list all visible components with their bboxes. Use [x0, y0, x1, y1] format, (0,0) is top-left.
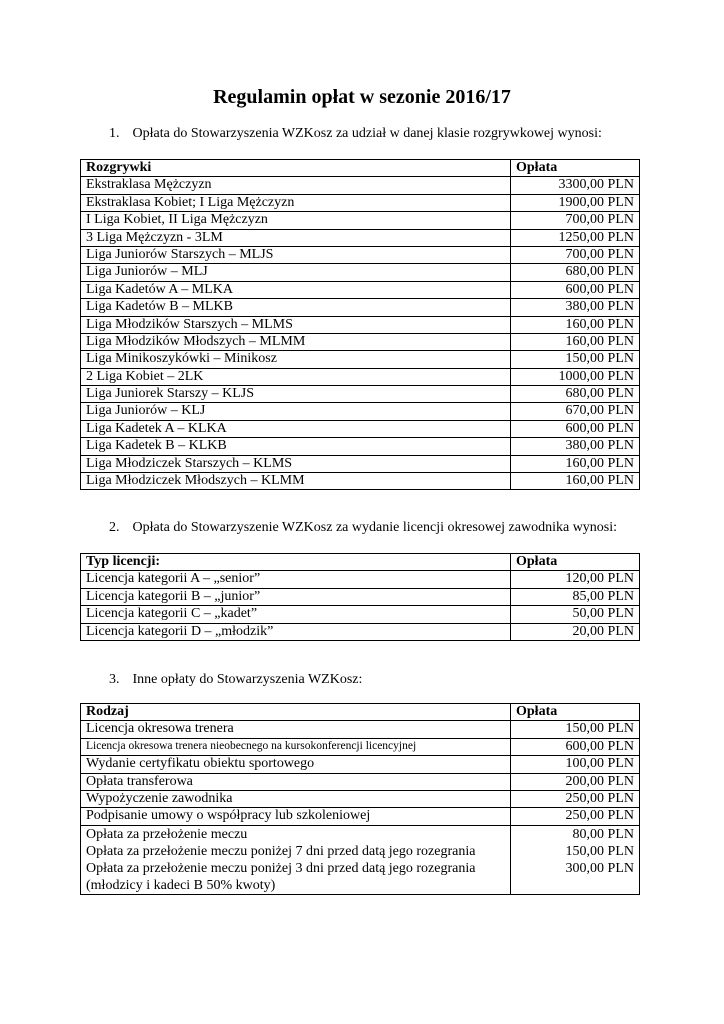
table-cell: Licencja okresowa trenera — [81, 721, 511, 738]
fee-cell: 600,00 PLN — [511, 738, 640, 755]
postponement-label: Opłata za przełożenie meczu poniżej 3 dni przed datą jego rozegrania (młodzicy i kadeci B 50% kwoty) — [86, 860, 476, 893]
table-cell: Liga Kadetek B – KLKB — [81, 438, 511, 455]
section-1-intro — [109, 126, 602, 142]
page-title: Regulamin opłat w sezonie 2016/17 — [213, 86, 511, 108]
column-header: Typ licencji: — [81, 554, 511, 571]
column-header: Opłata — [511, 554, 640, 571]
postponement-fees-cell — [511, 825, 640, 894]
table-cell: Liga Kadetek A – KLKA — [81, 420, 511, 437]
section-3-intro — [109, 672, 362, 688]
fee-cell: 680,00 PLN — [511, 386, 640, 403]
table-row — [81, 588, 640, 605]
table-row — [81, 808, 640, 825]
fee-cell: 380,00 PLN — [511, 299, 640, 316]
table-cell: Liga Juniorów Starszych – MLJS — [81, 246, 511, 263]
column-header: Rozgrywki — [81, 160, 511, 177]
table-cell: Licencja okresowa trenera nieobecnego na kursokonferencji licencyjnej — [81, 738, 511, 755]
fee-cell: 85,00 PLN — [511, 588, 640, 605]
table-row — [81, 229, 640, 246]
fee-cell: 670,00 PLN — [511, 403, 640, 420]
table-row — [81, 623, 640, 640]
table-row — [81, 721, 640, 738]
fee-cell: 380,00 PLN — [511, 438, 640, 455]
postponement-fee: 80,00 PLN — [572, 826, 634, 842]
fee-cell: 150,00 PLN — [511, 351, 640, 368]
table-row — [81, 351, 640, 368]
postponement-fee: 150,00 PLN — [565, 843, 634, 859]
table-row — [81, 386, 640, 403]
table-row — [81, 473, 640, 490]
table-row — [81, 177, 640, 194]
table-cell: I Liga Kobiet, II Liga Mężczyzn — [81, 212, 511, 229]
table-cell: Ekstraklasa Mężczyzn — [81, 177, 511, 194]
table-row — [81, 212, 640, 229]
table-cell: Liga Juniorów – KLJ — [81, 403, 511, 420]
table-cell: 2 Liga Kobiet – 2LK — [81, 368, 511, 385]
section-number: 1. — [109, 126, 120, 141]
table-cell: Liga Juniorek Starszy – KLJS — [81, 386, 511, 403]
postponement-label: Opłata za przełożenie meczu poniżej 7 dni przed datą jego rozegrania — [86, 843, 476, 859]
table-row — [81, 455, 640, 472]
postponement-labels-cell — [81, 825, 511, 894]
table-row — [81, 790, 640, 807]
table-cell: Ekstraklasa Kobiet; I Liga Mężczyzn — [81, 194, 511, 211]
fee-cell: 1900,00 PLN — [511, 194, 640, 211]
fee-cell: 100,00 PLN — [511, 756, 640, 773]
fee-cell: 700,00 PLN — [511, 212, 640, 229]
fee-cell: 120,00 PLN — [511, 571, 640, 588]
table-row — [81, 571, 640, 588]
table-cell: Wypożyczenie zawodnika — [81, 790, 511, 807]
table-header-row — [81, 704, 640, 721]
fee-cell: 50,00 PLN — [511, 606, 640, 623]
table-row — [81, 606, 640, 623]
column-header: Rodzaj — [81, 704, 511, 721]
section-intro-text: Inne opłaty do Stowarzyszenia WZKosz: — [132, 672, 363, 687]
table-cell: Liga Młodziczek Starszych – KLMS — [81, 455, 511, 472]
fee-cell: 3300,00 PLN — [511, 177, 640, 194]
fee-cell: 160,00 PLN — [511, 473, 640, 490]
table-row — [81, 403, 640, 420]
other-fees-table — [80, 703, 640, 895]
table-row — [81, 299, 640, 316]
table-header-row — [81, 160, 640, 177]
table-row-postponement — [81, 825, 640, 894]
table-cell: Liga Kadetów A – MLKA — [81, 281, 511, 298]
fee-cell: 1250,00 PLN — [511, 229, 640, 246]
section-number: 3. — [109, 672, 120, 687]
table-cell: Podpisanie umowy o współpracy lub szkoleniowej — [81, 808, 511, 825]
table-cell: Liga Minikoszykówki – Minikosz — [81, 351, 511, 368]
table-cell: Wydanie certyfikatu obiektu sportowego — [81, 756, 511, 773]
table-row — [81, 333, 640, 350]
table-row — [81, 738, 640, 755]
fee-cell: 160,00 PLN — [511, 333, 640, 350]
fee-cell: 200,00 PLN — [511, 773, 640, 790]
table-row — [81, 420, 640, 437]
table-row — [81, 438, 640, 455]
section-intro-text: Opłata do Stowarzyszenia WZKosz za udział w danej klasie rozgrywkowej wynosi: — [132, 126, 602, 141]
column-header: Opłata — [511, 160, 640, 177]
section-2-intro — [109, 520, 617, 536]
table-row — [81, 246, 640, 263]
fee-cell: 20,00 PLN — [511, 623, 640, 640]
fee-cell: 600,00 PLN — [511, 420, 640, 437]
fee-cell: 250,00 PLN — [511, 790, 640, 807]
table-cell: Licencja kategorii A – „senior” — [81, 571, 511, 588]
table-row — [81, 194, 640, 211]
table-cell: Licencja kategorii C – „kadet” — [81, 606, 511, 623]
fee-cell: 680,00 PLN — [511, 264, 640, 281]
table-cell: 3 Liga Mężczyzn - 3LM — [81, 229, 511, 246]
column-header: Opłata — [511, 704, 640, 721]
fee-cell: 250,00 PLN — [511, 808, 640, 825]
postponement-fee: 300,00 PLN — [565, 860, 634, 876]
fee-cell: 150,00 PLN — [511, 721, 640, 738]
section-intro-text: Opłata do Stowarzyszenie WZKosz za wydanie licencji okresowej zawodnika wynosi: — [132, 520, 618, 535]
fee-cell: 160,00 PLN — [511, 316, 640, 333]
postponement-label: Opłata za przełożenie meczu — [86, 826, 248, 842]
table-row — [81, 368, 640, 385]
table-cell: Liga Młodziczek Młodszych – KLMM — [81, 473, 511, 490]
table-cell: Licencja kategorii D – „młodzik” — [81, 623, 511, 640]
table-cell: Liga Kadetów B – MLKB — [81, 299, 511, 316]
table-cell: Liga Młodzików Starszych – MLMS — [81, 316, 511, 333]
license-fees-table — [80, 553, 640, 641]
fee-cell: 700,00 PLN — [511, 246, 640, 263]
table-cell: Liga Młodzików Młodszych – MLMM — [81, 333, 511, 350]
table-row — [81, 773, 640, 790]
table-row — [81, 316, 640, 333]
table-cell: Opłata transferowa — [81, 773, 511, 790]
competition-fees-table — [80, 159, 640, 490]
table-row — [81, 756, 640, 773]
table-header-row — [81, 554, 640, 571]
fee-cell: 160,00 PLN — [511, 455, 640, 472]
table-cell: Licencja kategorii B – „junior” — [81, 588, 511, 605]
table-row — [81, 281, 640, 298]
fee-cell: 600,00 PLN — [511, 281, 640, 298]
section-number: 2. — [109, 520, 120, 535]
fee-cell: 1000,00 PLN — [511, 368, 640, 385]
table-cell: Liga Juniorów – MLJ — [81, 264, 511, 281]
table-row — [81, 264, 640, 281]
